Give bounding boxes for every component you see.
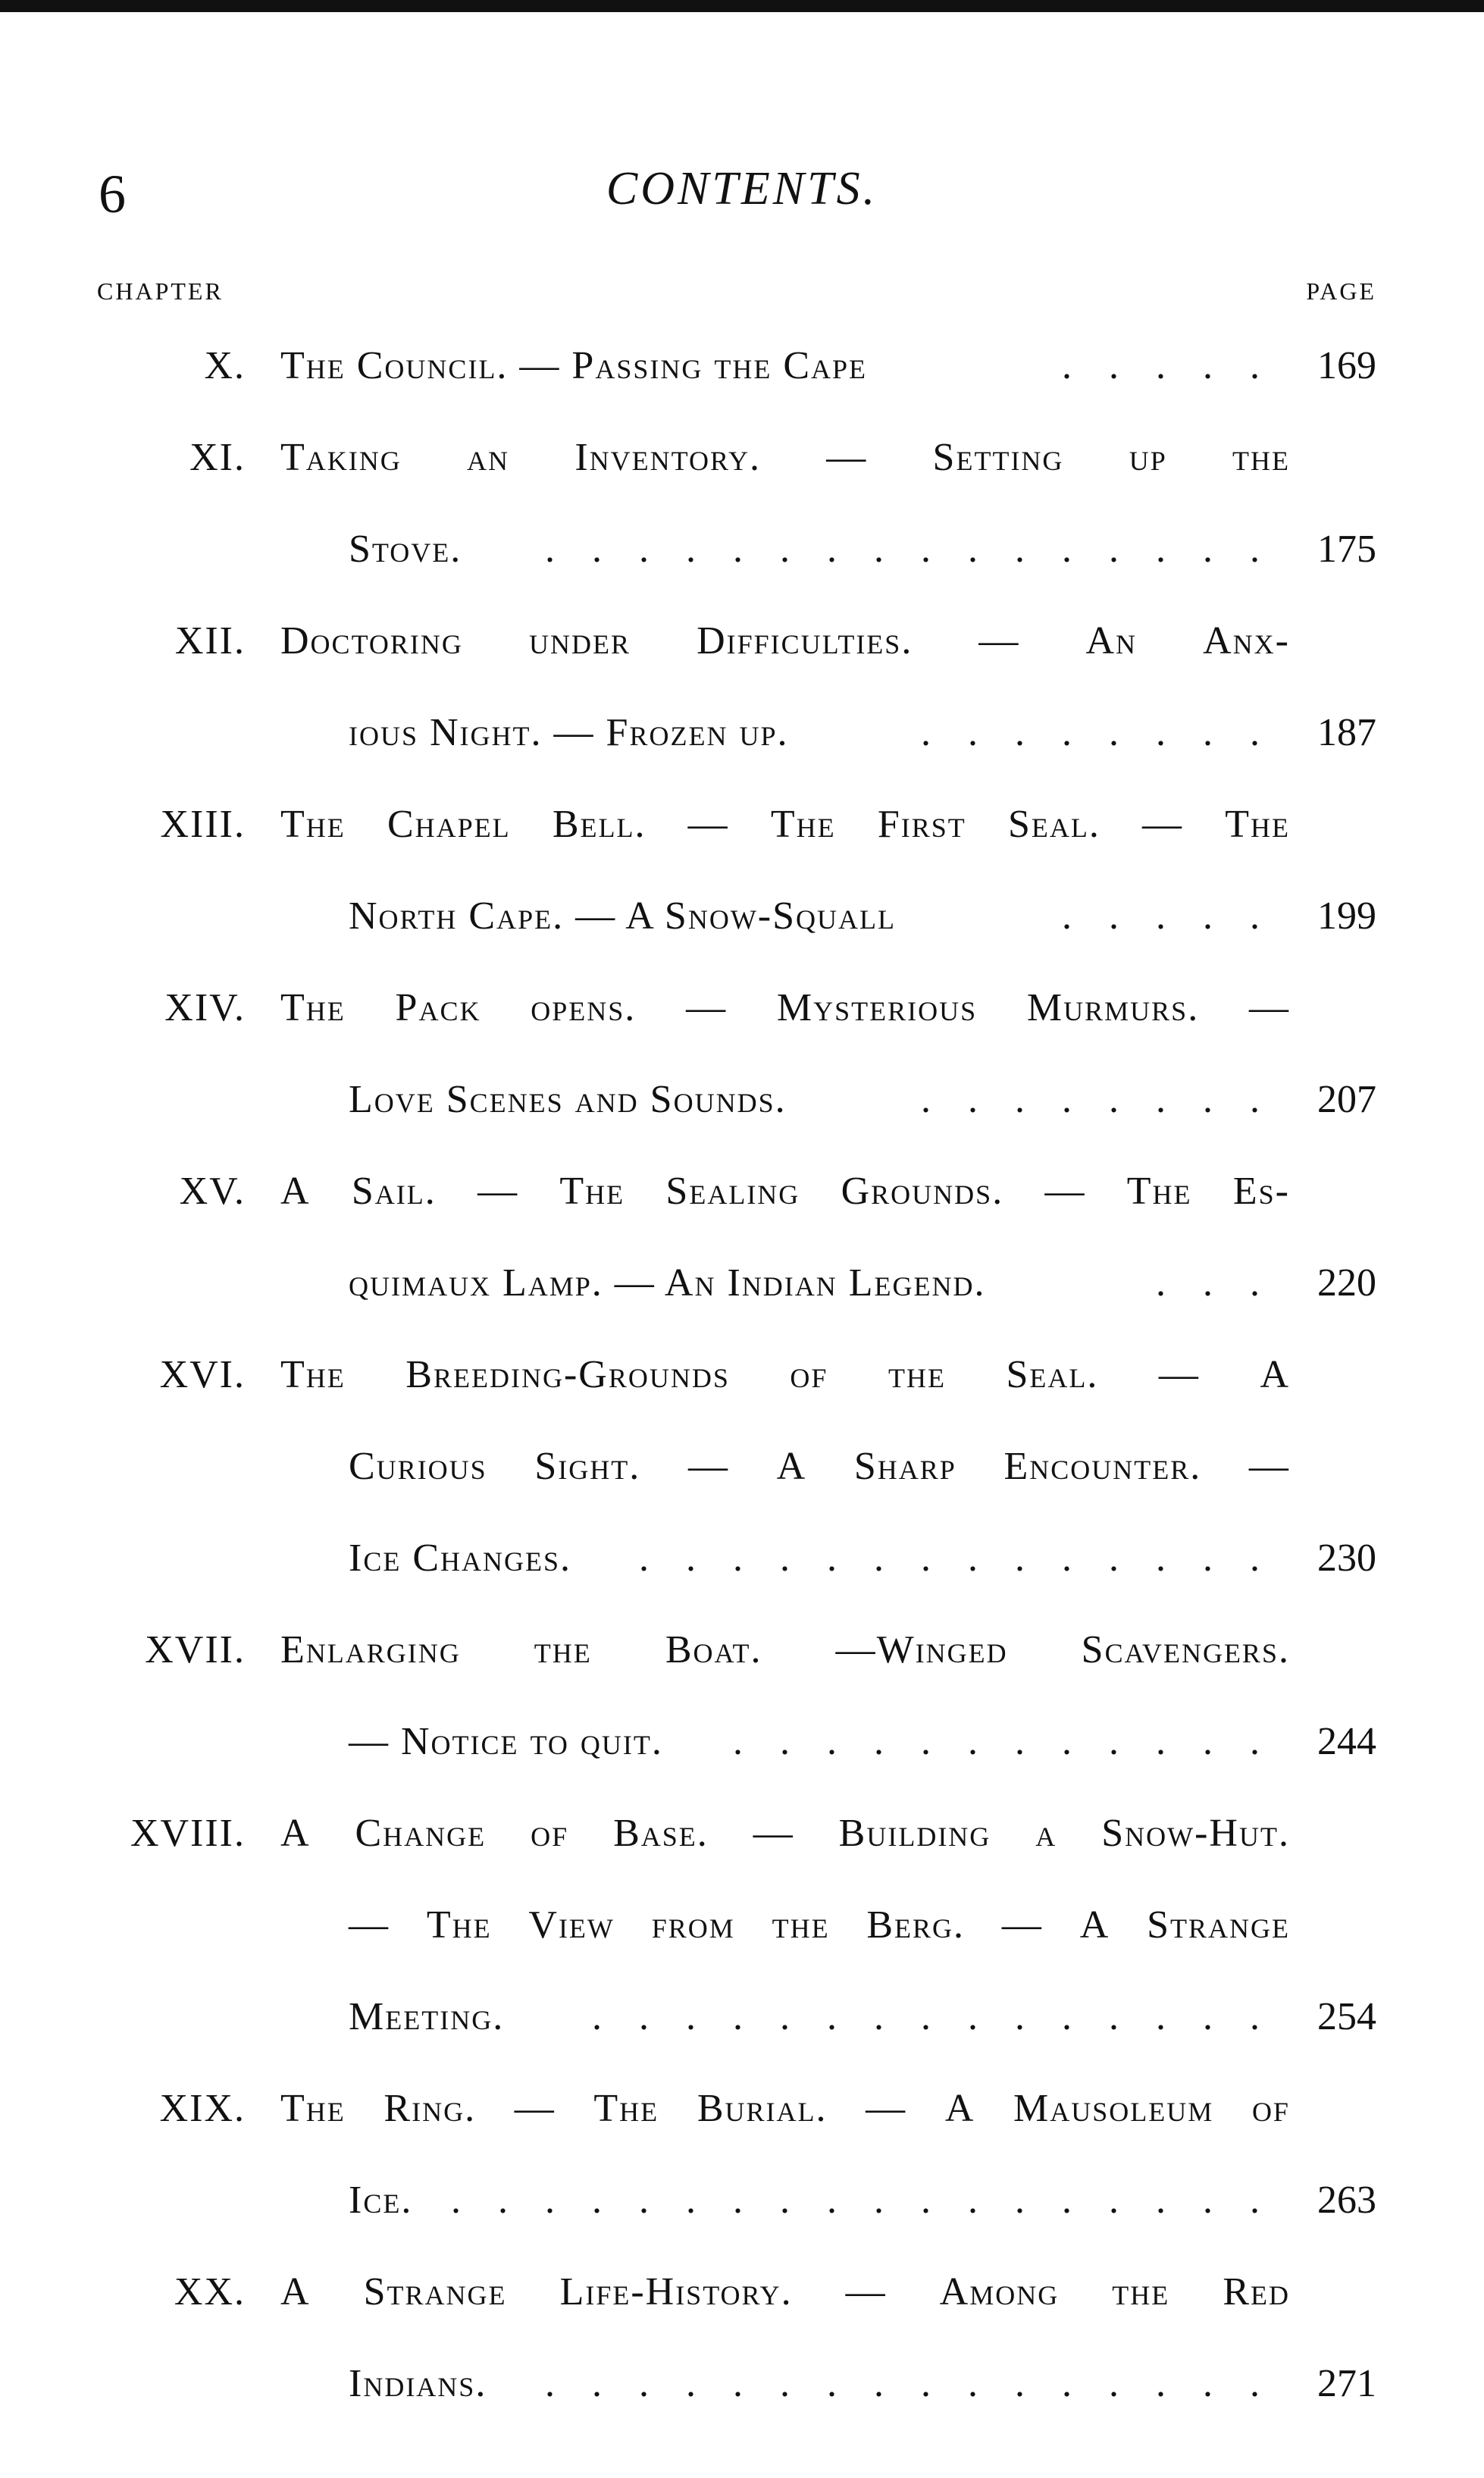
chapter-title-line: A Change of Base. — Building a Snow-Hut. [280,1812,1290,1855]
chapter-title-line: Ice. [349,2179,413,2222]
contents-line [0,2246,1484,2338]
page-reference: 263 [1317,2179,1376,2222]
chapter-title-line: North Cape. — A Snow-Squall [349,894,897,938]
chapter-title-line: Enlarging the Boat. —Winged Scavengers. [280,1628,1290,1671]
chapter-column-label: CHAPTER [97,277,224,305]
dot-leader: . . . . . . . . [921,711,1273,754]
chapter-title-line: The Chapel Bell. — The First Seal. — The [280,803,1290,846]
chapter-title-line: Meeting. [349,1995,505,2038]
chapter-title-line: ious Night. — Frozen up. [349,711,789,754]
dot-leader: . . . . . . . . . . . . . . . . [545,528,1273,571]
dot-leader: . . . . . . . . . . . . . . . [592,1995,1273,2038]
chapter-title-line: quimaux Lamp. — An Indian Legend. [349,1261,986,1305]
chapter-numeral: XIX. [159,2087,246,2130]
page-reference: 271 [1317,2362,1376,2405]
page-reference: 244 [1317,1720,1376,1763]
contents-line [0,1329,1484,1421]
chapter-numeral: XX. [174,2270,246,2314]
chapter-numeral: XII. [174,619,246,663]
contents-line [0,687,1484,778]
chapter-numeral: XV. [179,1170,246,1213]
chapter-numeral: XI. [189,436,246,479]
chapter-title-line: Doctoring under Difficulties. — An Anx- [280,619,1290,663]
contents-line [0,2154,1484,2246]
contents-line [0,320,1484,412]
contents-line [0,2338,1484,2429]
contents-line [0,1512,1484,1604]
contents-line [0,1971,1484,2063]
dot-leader: . . . . . . . . [921,1078,1273,1121]
chapter-numeral: XVII. [145,1628,246,1671]
contents-line [0,778,1484,870]
contents-line [0,1237,1484,1329]
chapter-title-line: A Sail. — The Sealing Grounds. — The Es- [280,1170,1290,1213]
page-column-label: PAGE [1306,277,1376,305]
contents-line [0,1787,1484,1879]
page-reference: 187 [1317,711,1376,754]
chapter-numeral: XVI. [159,1353,246,1396]
contents-line [0,503,1484,595]
chapter-title-line: Indians. [349,2362,487,2405]
chapter-title-line: A Strange Life-History. — Among the Red [280,2270,1290,2314]
chapter-title-line: Ice Changes. [349,1537,572,1580]
contents-line [0,962,1484,1054]
page-reference: 207 [1317,1078,1376,1121]
page-reference: 254 [1317,1995,1376,2038]
page-reference: 220 [1317,1261,1376,1305]
chapter-numeral: XIII. [160,803,246,846]
page-reference: 175 [1317,528,1376,571]
contents-line [0,1145,1484,1237]
chapter-title-line: — The View from the Berg. — A Strange [349,1903,1290,1947]
chapter-title-line: The Council. — Passing the Cape [280,344,868,387]
contents-line [0,1879,1484,1971]
page-reference: 169 [1317,344,1376,387]
top-rule [0,0,1484,12]
dot-leader: . . . . . [1062,894,1273,938]
page-number: 6 [99,164,126,224]
page-reference: 230 [1317,1537,1376,1580]
chapter-title-line: The Pack opens. — Mysterious Murmurs. — [280,986,1290,1029]
contents-list [0,320,1484,2429]
dot-leader: . . . [1156,1261,1273,1305]
chapter-title-line: Stove. [349,528,462,571]
contents-line [0,1421,1484,1512]
contents-line [0,1604,1484,1696]
chapter-title-line: The Breeding-Grounds of the Seal. — A [280,1353,1290,1396]
contents-line [0,595,1484,687]
dot-leader: . . . . . . . . . . . . . . . . [545,2362,1273,2405]
contents-line [0,870,1484,962]
contents-line [0,1696,1484,1787]
dot-leader: . . . . . . . . . . . . . . [639,1537,1273,1580]
chapter-title-line: — Notice to quit. [349,1720,663,1763]
dot-leader: . . . . . [1062,344,1273,387]
chapter-title-line: The Ring. — The Burial. — A Mausoleum of [280,2087,1290,2130]
contents-line [0,1054,1484,1145]
contents-line [0,412,1484,503]
running-head: CONTENTS. [606,163,878,215]
page-reference: 199 [1317,894,1376,938]
dot-leader: . . . . . . . . . . . . . . . . . . [451,2179,1273,2222]
chapter-numeral: XVIII. [130,1812,246,1855]
chapter-numeral: X. [204,344,246,387]
dot-leader: . . . . . . . . . . . . [733,1720,1273,1763]
chapter-title-line: Love Scenes and Sounds. [349,1078,787,1121]
chapter-title-line: Taking an Inventory. — Setting up the [280,436,1290,479]
chapter-title-line: Curious Sight. — A Sharp Encounter. — [349,1445,1290,1488]
chapter-numeral: XIV. [164,986,246,1029]
contents-line [0,2063,1484,2154]
